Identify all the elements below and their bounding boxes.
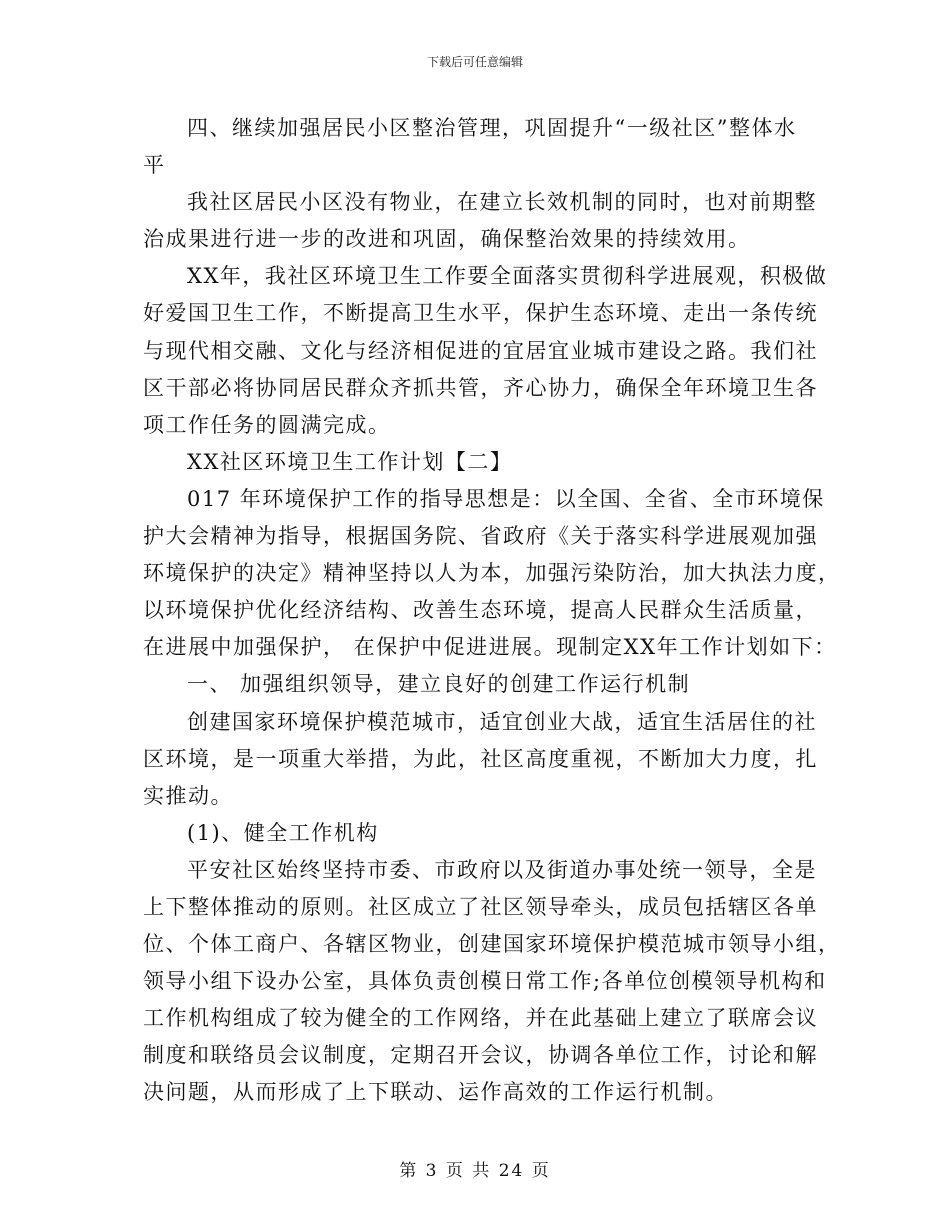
text-line: 平安社区始终坚持市委、市政府以及街道办事处统一领导，全是 [187, 857, 817, 882]
section-title: XX社区环境卫生工作计划【二】 [187, 449, 513, 474]
text-line: 好爱国卫生工作，不断提高卫生水平，保护生态环境、走出一条传统 [143, 301, 818, 326]
text-line: 区干部必将协同居民群众齐抓共管，齐心协力，确保全年环境卫生各 [143, 375, 818, 400]
text-line: 环境保护的决定》精神坚持以人为本，加强污染防治，加大执法力度， [143, 561, 841, 586]
text-line: 我社区居民小区没有物业，在建立长效机制的同时，也对前期整 [187, 190, 817, 215]
text-line: 实推动。 [143, 783, 233, 808]
section-heading: 四、继续加强居民小区整治管理，巩固提升“一级社区”整体水 [187, 116, 797, 140]
text-line: 位、个体工商户、各辖区物业，创建国家环境保护模范城市领导小组， [143, 932, 841, 957]
text-line: 项工作任务的圆满完成。 [143, 412, 391, 437]
text-line: 护大会精神为指导，根据国务院、省政府《关于落实科学进展观加强 [143, 524, 818, 549]
text-line: 领导小组下设办公室，具体负责创模日常工作;各单位创模领导机构和 [143, 969, 827, 994]
text-line: 以环境保护优化经济结构、改善生态环境，提高人民群众生活质量， [143, 598, 818, 623]
text-line: 上下整体推动的原则。社区成立了社区领导牵头，成员包括辖区各单 [143, 894, 818, 919]
text-line: 工作机构组成了较为健全的工作网络，并在此基础上建立了联席会议 [143, 1006, 818, 1031]
document-body [143, 110, 841, 1112]
text-line: 017 年环境保护工作的指导思想是：以全国、全省、全市环境保 [187, 486, 825, 511]
text-line: 区环境，是一项重大举措，为此，社区高度重视，不断加大力度，扎 [143, 746, 818, 771]
page-number: 第 3 页 共 24 页 [399, 1161, 551, 1181]
subsection-heading: (1)、健全工作机构 [187, 820, 379, 845]
text-line: 创建国家环境保护模范城市，适宜创业大战，适宜生活居住的社 [187, 709, 817, 734]
text-line: 与现代相交融、文化与经济相促进的宜居宜业城市建设之路。我们社 [143, 338, 818, 363]
text-line: 决问题，从而形成了上下联动、运作高效的工作运行机制。 [143, 1080, 728, 1105]
header-note: 下载后可任意编辑 [426, 55, 523, 69]
text-line: XX年，我社区环境卫生工作要全面落实贯彻科学进展观，积极做 [187, 264, 828, 289]
text-line: 治成果进行进一步的改进和巩固，确保整治效果的持续效用。 [143, 227, 751, 252]
text-line: 在进展中加强保护， 在保护中促进进展。现制定XX年工作计划如下： [143, 635, 837, 660]
section-heading: 一、 加强组织领导，建立良好的创建工作运行机制 [187, 672, 691, 697]
text-line: 制度和联络员会议制度，定期召开会议，协调各单位工作，讨论和解 [143, 1043, 818, 1068]
text-line: 平 [143, 153, 166, 178]
